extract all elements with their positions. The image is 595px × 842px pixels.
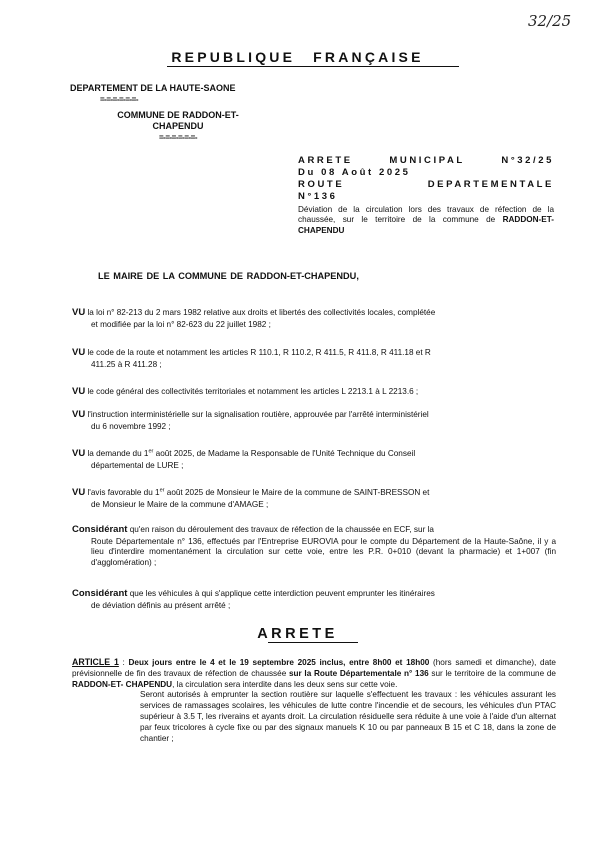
commune-separator: =-=-=-=-=-=- bbox=[158, 132, 197, 142]
republic-word-1: REPUBLIQUE bbox=[171, 49, 296, 65]
vu-first-line: le code de la route et notamment les articles R 110.1, R 110.2, R 411.5, R 411.8, R 411.18 et R bbox=[87, 348, 431, 357]
republic-underline bbox=[167, 66, 459, 67]
arrete-underline bbox=[268, 642, 358, 643]
considerant-first-line: qu'en raison du déroulement des travaux de réfection de la chaussée en ECF, sur la bbox=[129, 525, 434, 534]
article-1-commune: RADDON-ET- CHAPENDU bbox=[72, 679, 173, 689]
vu-keyword: VU bbox=[72, 487, 86, 498]
article-1-text: , la circulation sera interdite dans les deux sens sur cette voie. bbox=[172, 679, 398, 689]
vu-first-line: l'avis favorable du 1er août 2025 de Monsieur le Maire de la commune de SAINT-BRESSON et bbox=[87, 487, 430, 497]
article-1-colon: : bbox=[118, 658, 129, 667]
vu-keyword: VU bbox=[72, 409, 86, 420]
considerant-continuation: Route Départementale n° 136, effectués par l'Entreprise EUROVIA pour le compte du Département de la Haute-Saône, il y a lieu d'interdire momentanément la circulation sur cette voie, entre les P.R. 0+010 (devant la pharmacie) et 1+007 (fin d'agglomération) ; bbox=[91, 536, 556, 568]
vu-keyword: VU bbox=[72, 386, 86, 397]
arrete-title: ARRETE bbox=[257, 626, 338, 642]
article-1-title: ARTICLE 1 bbox=[72, 657, 119, 667]
vu-keyword: VU bbox=[72, 307, 86, 318]
article-1-text: sur le territoire de la commune de bbox=[428, 668, 556, 678]
vu-item bbox=[72, 386, 556, 399]
vu-item bbox=[72, 448, 556, 471]
vu-first-line: la loi n° 82-213 du 2 mars 1982 relative aux droits et libertés des collectivités locales, complétée bbox=[87, 308, 436, 317]
arrete-object bbox=[298, 205, 554, 237]
vu-continuation: et modifiée par la loi n° 82-623 du 22 juillet 1982 ; bbox=[91, 319, 271, 329]
vu-item bbox=[72, 409, 556, 432]
considerant-keyword: Considérant bbox=[72, 524, 128, 535]
considerant-first-line: que les véhicules à qui s'applique cette interdiction peuvent emprunter les itinéraires bbox=[129, 589, 435, 598]
arrete-object-commune: RADDON-ET-CHAPENDU bbox=[298, 215, 554, 236]
article-1-paragraph-2: Seront autorisés à emprunter la section routière sur laquelle s'effectuent les travaux : les véhicules assurant les services de ramassages scolaires, les véhicules de lutte contre l'incendie et de secours, les véhicules d'un PTAC supérieur à 3.5 T, les riverains et ayants droit. La circulation résiduelle sera réduite à une voie à l'aide d'un alternat par feux tricolores à cycle fixe ou par des signaux manuels K 10 ou par panneaux B 15 et C 18, dans la zone de chantier ; bbox=[140, 690, 556, 743]
arrete-date: Du 08 Août 2025 bbox=[298, 166, 411, 178]
commune-line-1: COMMUNE DE RADDON-ET- bbox=[117, 110, 239, 120]
considerant-item bbox=[72, 524, 556, 569]
commune-block bbox=[98, 110, 258, 143]
vu-keyword: VU bbox=[72, 448, 86, 459]
vu-continuation: du 6 novembre 1992 ; bbox=[91, 421, 171, 431]
vu-item bbox=[72, 487, 556, 510]
route-label: ROUTE DEPARTEMENTALE bbox=[298, 178, 554, 190]
vu-first-line: le code général des collectivités territoriales et notamment les articles L 2213.1 à L 2213.6 ; bbox=[87, 387, 419, 396]
department-name: DEPARTEMENT DE LA HAUTE-SAONE bbox=[70, 83, 236, 93]
vu-continuation: départemental de LURE ; bbox=[91, 460, 184, 470]
considerant-keyword: Considérant bbox=[72, 588, 128, 599]
arrete-header bbox=[298, 155, 554, 237]
vu-first-line: la demande du 1er août 2025, de Madame la Responsable de l'Unité Technique du Conseil bbox=[87, 448, 416, 458]
article-1-route: sur la Route Départementale n° 136 bbox=[288, 668, 429, 678]
vu-item bbox=[72, 307, 556, 330]
article-1 bbox=[72, 657, 556, 745]
department-block bbox=[70, 83, 236, 105]
vu-continuation: 411.25 à R 411.28 ; bbox=[91, 359, 162, 369]
arrete-number: ARRETE MUNICIPAL N°32/25 bbox=[298, 155, 554, 166]
republic-word-2: FRANÇAISE bbox=[313, 49, 424, 65]
route-number: N°136 bbox=[298, 190, 338, 202]
vu-first-line: l'instruction interministérielle sur la signalisation routière, approuvée par l'arrêté interministériel bbox=[87, 410, 429, 419]
maire-title: LE MAIRE DE LA COMMUNE DE RADDON-ET-CHAPENDU, bbox=[98, 271, 359, 281]
considerant-continuation: de déviation définis au présent arrêté ; bbox=[91, 600, 231, 610]
vu-continuation: de Monsieur le Maire de la commune d'AMAGE ; bbox=[91, 499, 269, 509]
article-1-dates: Deux jours entre le 4 et le 19 septembre 2025 inclus, entre 8h00 et 18h00 bbox=[128, 658, 430, 667]
commune-line-2: CHAPENDU bbox=[152, 121, 204, 132]
republic-title bbox=[0, 48, 595, 66]
arrete-object-text: Déviation de la circulation lors des travaux de réfection de la chaussée, sur le territoire de la commune de bbox=[298, 204, 554, 225]
department-separator: =-=-=-=-=-=- bbox=[100, 94, 139, 104]
article-1-text: (hors samedi et dimanche), date prévisionnelle de fin des travaux de réfection de chaussée bbox=[72, 658, 556, 678]
considerant-item bbox=[72, 588, 556, 611]
handwritten-annotation: 32/25 bbox=[528, 12, 572, 30]
vu-keyword: VU bbox=[72, 347, 86, 358]
vu-item bbox=[72, 347, 556, 370]
